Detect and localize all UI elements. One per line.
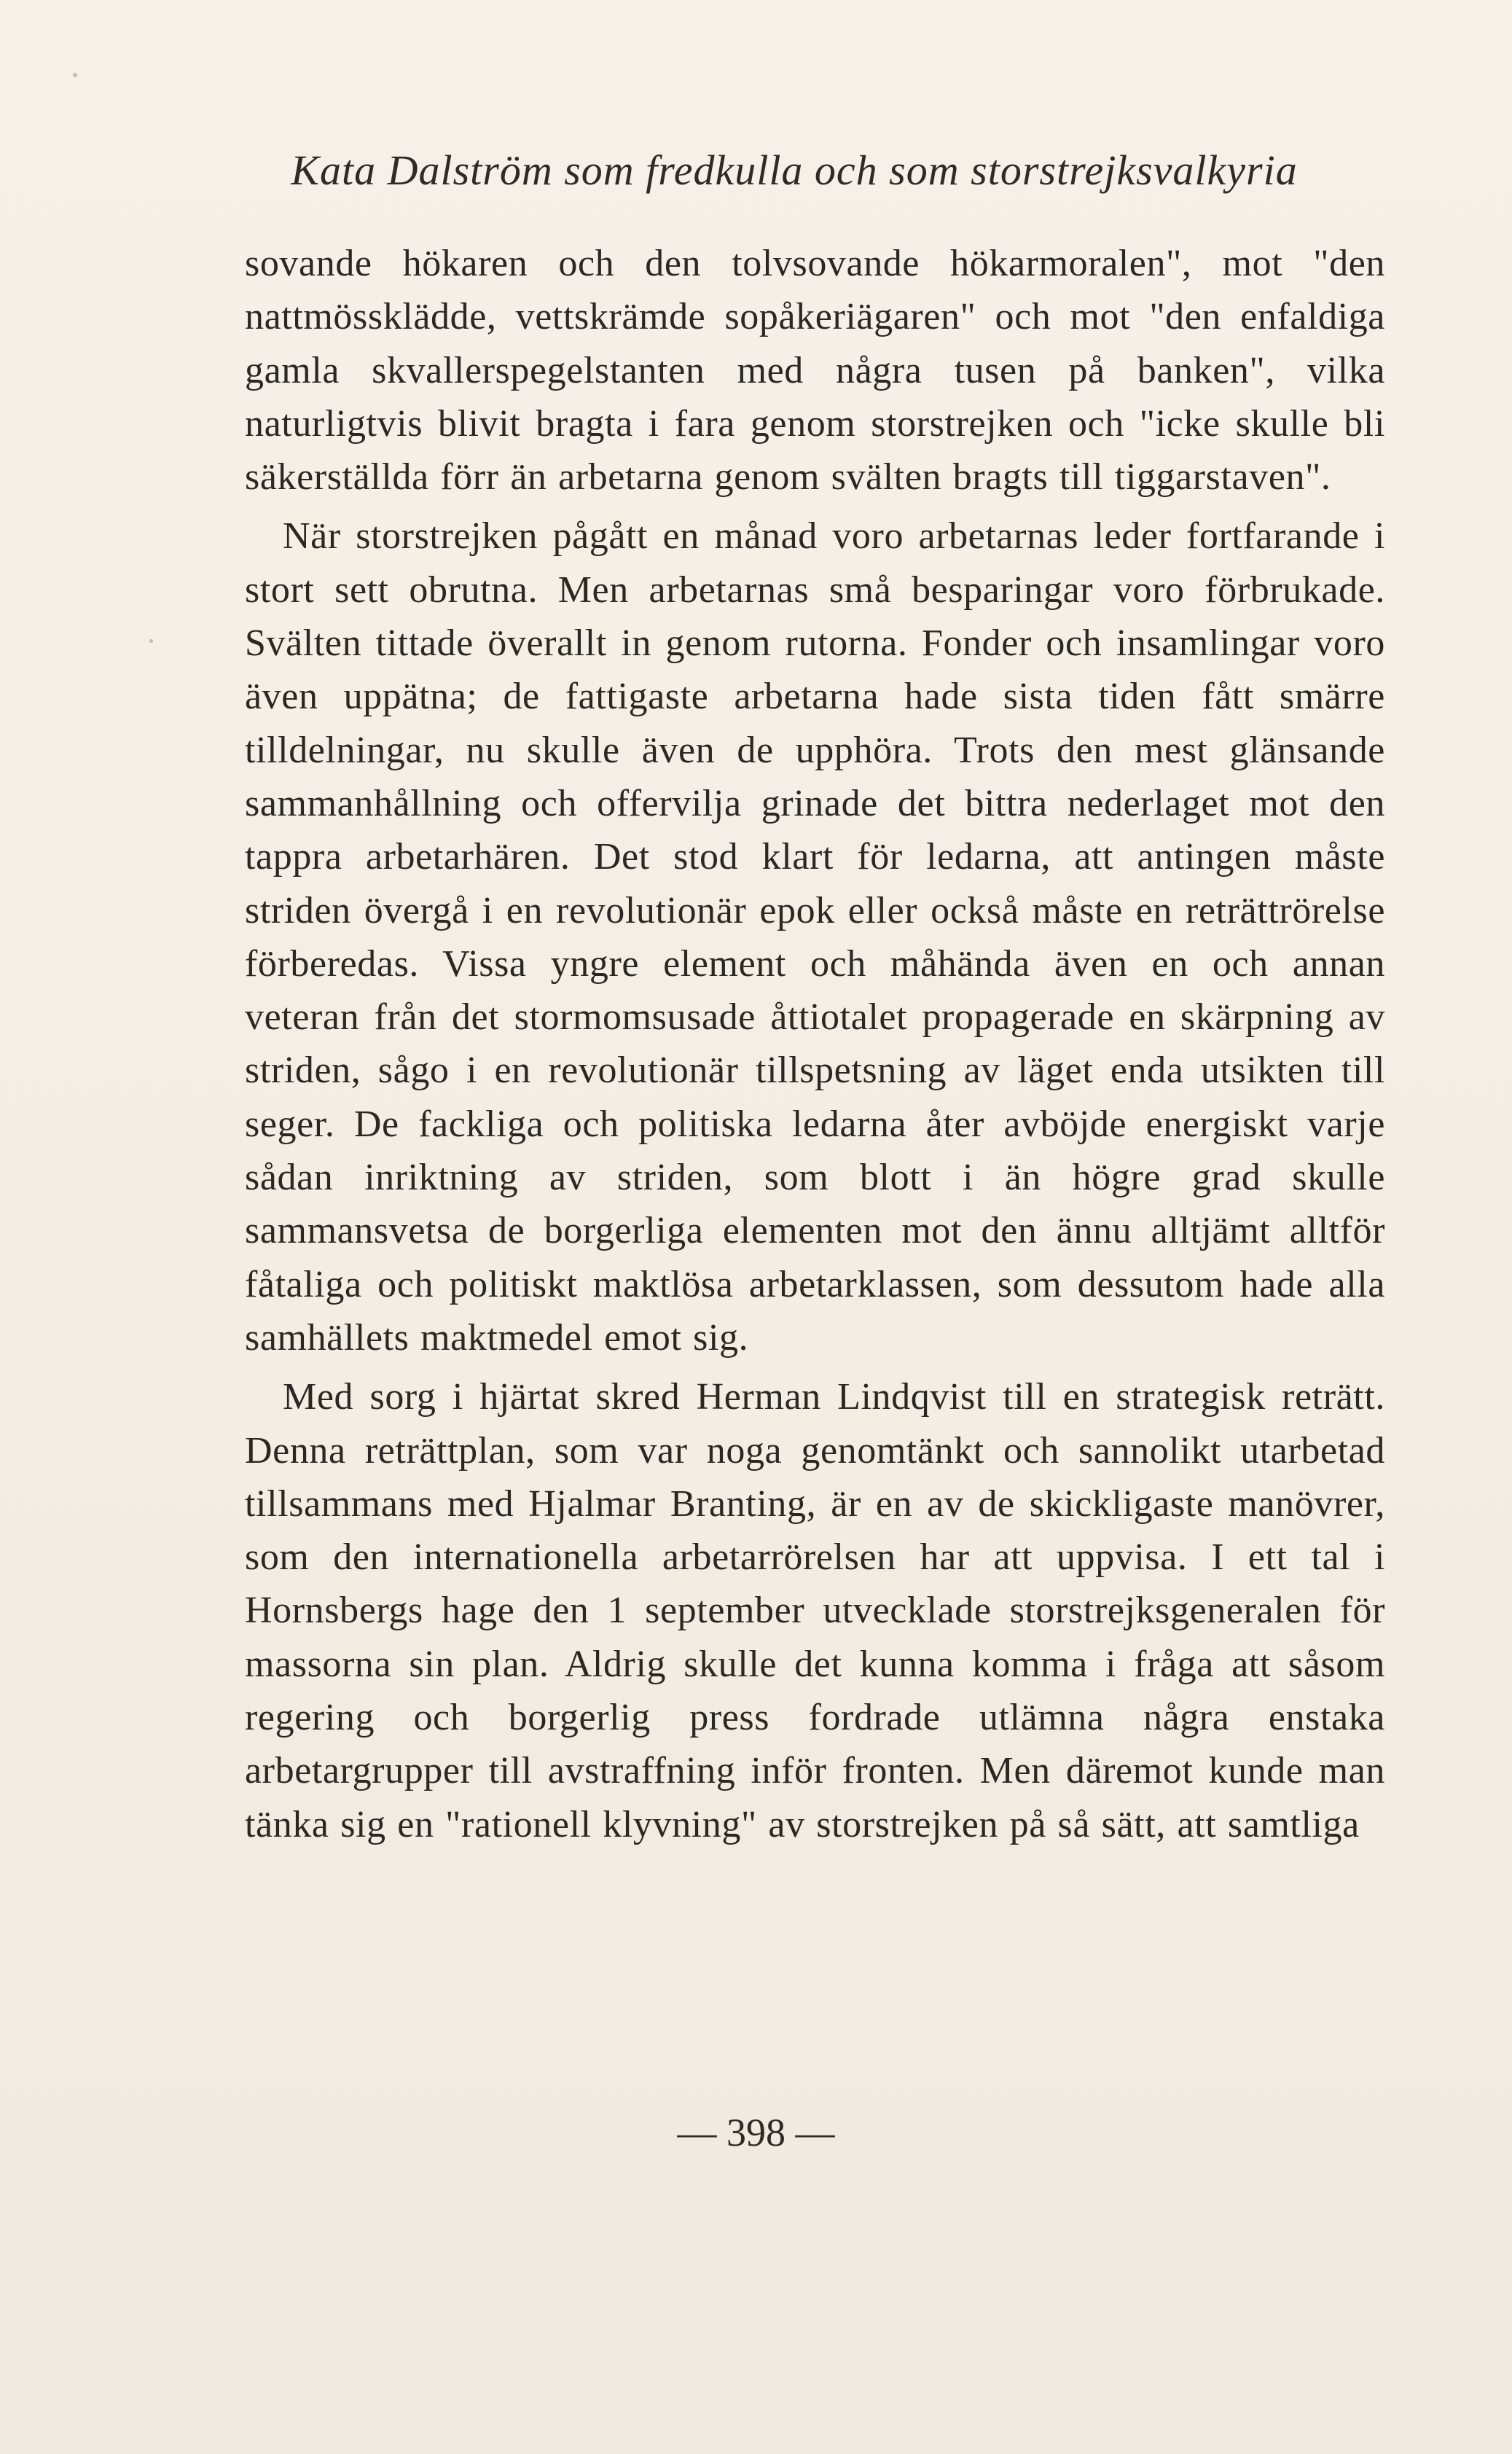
paper-speck-2: [149, 639, 153, 643]
paragraph-continuation: sovande hökaren och den tolvsovande hökarmoralen", mot "den nattmössklädde, vettskrämde sopåkeriägaren" och mot "den enfaldiga gamla skvallerspegelstanten med några tusen på banken", vilka naturligtvis blivit bragta i fara genom storstrejken och "icke skulle bli säkerställda förr än arbetarna genom svälten bragts till tiggarstaven".: [245, 243, 1385, 499]
page-number: — 398 —: [677, 2111, 835, 2154]
paragraph-strike-month: När storstrejken pågått en månad voro arbetarnas leder fortfarande i stort sett obrutna. Men arbetarnas små besparingar voro förbrukade. Svälten tittade överallt in genom rutorna. Fonder och insamlingar voro även uppätna; de fattigaste arbetarna hade sista tiden fått smärre tilldelningar, nu skulle även de upphöra. Trots den mest glänsande sammanhållning och offervilja grinade det bittra nederlaget mot den tappra arbetarhären. Det stod klart för ledarna, att antingen måste striden övergå i en revolutionär epok eller också måste en reträttrörelse förberedas. Vissa yngre element och måhända även en och annan veteran från det stormomsusade åttiotalet propagerade en skärpning av striden, sågo i en revolutionär tillspetsning av läget enda utsikten till seger. De fackliga och politiska ledarna åter avböjde energiskt varje sådan inriktning av striden, som blott i än högre grad skulle sammansvetsa de borgerliga elementen mot den ännu alltjämt alltför fåtaliga och politiskt maktlösa arbetarklassen, som dessutom hade alla samhällets maktmedel emot sig.: [245, 515, 1385, 1359]
paper-speck-1: [73, 73, 77, 77]
paragraph-strategic-retreat: Med sorg i hjärtat skred Herman Lindqvist till en strategisk reträtt. Denna reträttplan, som var noga genomtänkt och sannolikt utarbetad tillsammans med Hjalmar Branting, är en av de skickligaste manövrer, som den internationella arbetarrörelsen har att uppvisa. I ett tal i Hornsbergs hage den 1 september utvecklade storstrejksgeneralen för massorna sin plan. Aldrig skulle det kunna komma i fråga att såsom regering och borgerlig press fordrade utlämna några enstaka arbetargrupper till avstraffning inför fronten. Men däremot kunde man tänka sig en "rationell klyvning" av storstrejken på så sätt, att samtliga: [245, 1376, 1385, 1845]
body-text: [245, 237, 1385, 1851]
running-head: Kata Dalström som fredkulla och som storstrejksvalkyria: [291, 146, 1298, 194]
